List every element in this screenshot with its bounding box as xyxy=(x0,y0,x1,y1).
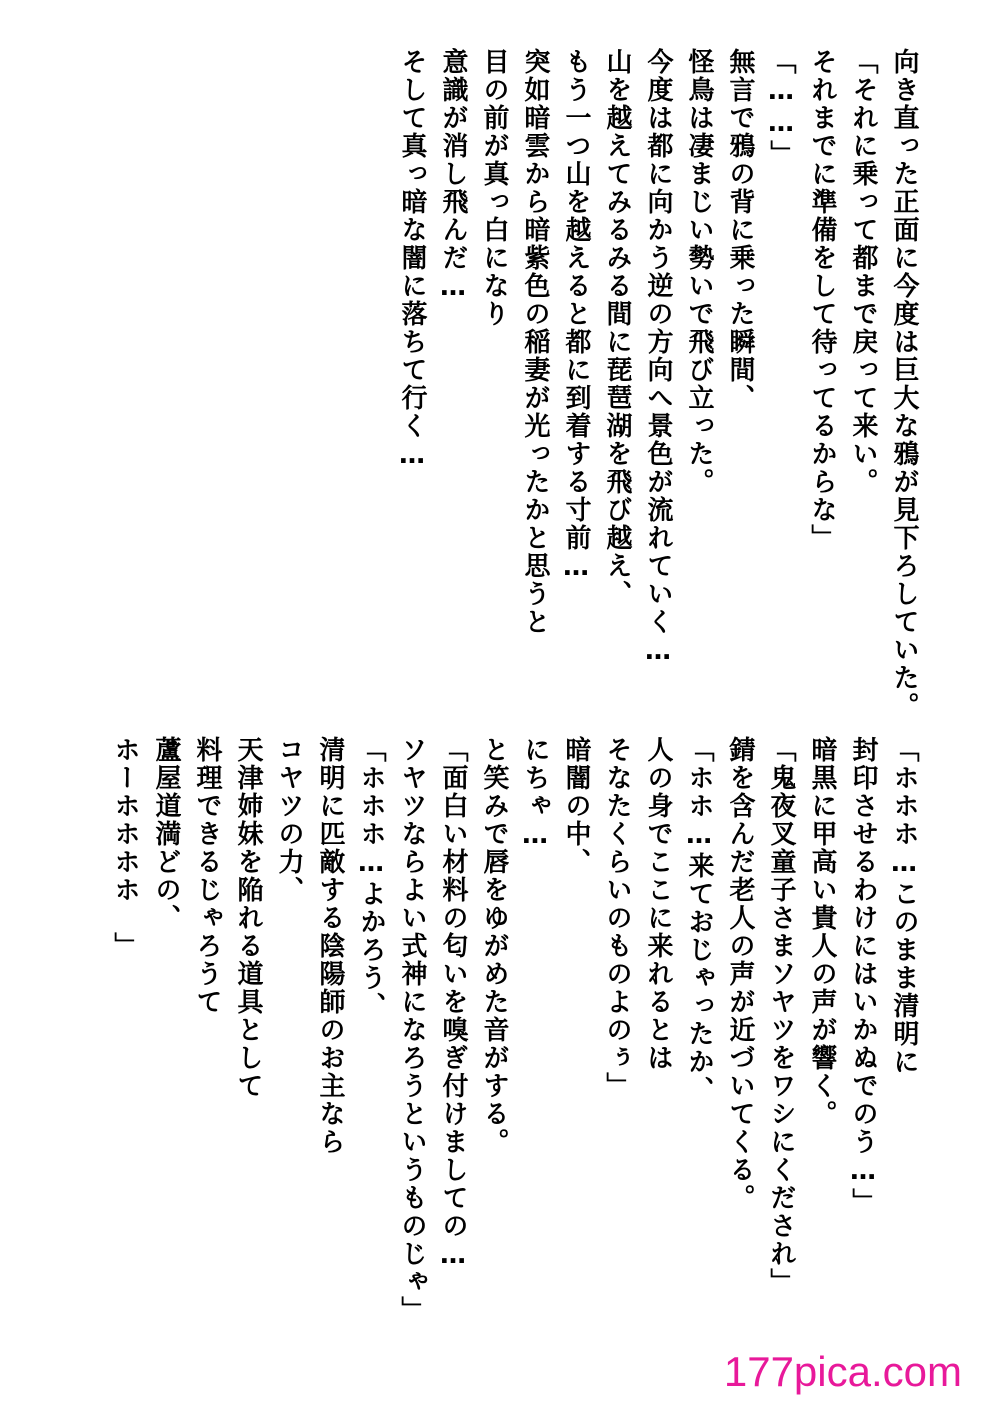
text-column: 蘆屋道満どの、 xyxy=(151,736,181,932)
text-column: 今度は都に向かう逆の方向へ景色が流れていく… xyxy=(643,48,673,668)
text-column: と笑みで唇をゆがめた音がする。 xyxy=(479,736,509,1156)
text-column: 「面白い材料の匂いを嗅ぎ付けましての… xyxy=(438,736,468,1272)
text-column: 暗闇の中、 xyxy=(561,736,591,876)
text-column: ソヤツならよい式神になろうというものじゃ」 xyxy=(397,736,427,1324)
narration-block-top xyxy=(391,48,924,728)
text-column: 向き直った正面に今度は巨大な鴉が見下ろしていた。 xyxy=(889,48,919,720)
text-column: そなたくらいのものよのぅ」 xyxy=(602,736,632,1100)
text-column: 暗黒に甲高い貴人の声が響く。 xyxy=(807,736,837,1128)
text-column: 「……」 xyxy=(766,48,796,168)
text-column: 突如暗雲から暗紫色の稲妻が光ったかと思うと xyxy=(520,48,550,636)
text-column: ホーホホホホ 」 xyxy=(110,736,140,960)
text-column: それまでに準備をして待ってるからな」 xyxy=(807,48,837,552)
text-column: 「それに乗って都まで戻って来い。 xyxy=(848,48,878,496)
text-column: 料理できるじゃろうて xyxy=(192,736,222,1016)
text-column: 無言で鴉の背に乗った瞬間、 xyxy=(725,48,755,412)
narration-block-bottom xyxy=(104,736,924,1336)
text-column: 目の前が真っ白になり xyxy=(479,48,509,328)
site-watermark: 177pica.com xyxy=(723,1348,962,1395)
text-column: そして真っ暗な闇に落ちて行く… xyxy=(397,48,427,472)
text-column: コヤツの力、 xyxy=(274,736,304,904)
text-column: もう一つ山を越えると都に到着する寸前… xyxy=(561,48,591,584)
text-column: にちゃ… xyxy=(520,736,550,852)
text-column: 「ホホ…来ておじゃったか、 xyxy=(684,736,714,1104)
text-column: 怪鳥は凄まじい勢いで飛び立った。 xyxy=(684,48,714,496)
text-column: 錆を含んだ老人の声が近づいてくる。 xyxy=(725,736,755,1212)
text-column: 天津姉妹を陥れる道具として xyxy=(233,736,263,1100)
text-column: 封印させるわけにはいかぬでのう…」 xyxy=(848,736,878,1216)
text-column: 山を越えてみるみる間に琵琶湖を飛び越え、 xyxy=(602,48,632,608)
text-column: 意識が消し飛んだ… xyxy=(438,48,468,304)
text-column: 清明に匹敵する陰陽師のお主なら xyxy=(315,736,345,1156)
text-column: 人の身でここに来れるとは xyxy=(643,736,673,1072)
text-column: 「ホホホ…よかろう、 xyxy=(356,736,386,1020)
text-column: 「鬼夜叉童子さまソヤツをワシにくだされ」 xyxy=(766,736,796,1296)
text-column: 「ホホホ…このまま清明に xyxy=(889,736,919,1076)
